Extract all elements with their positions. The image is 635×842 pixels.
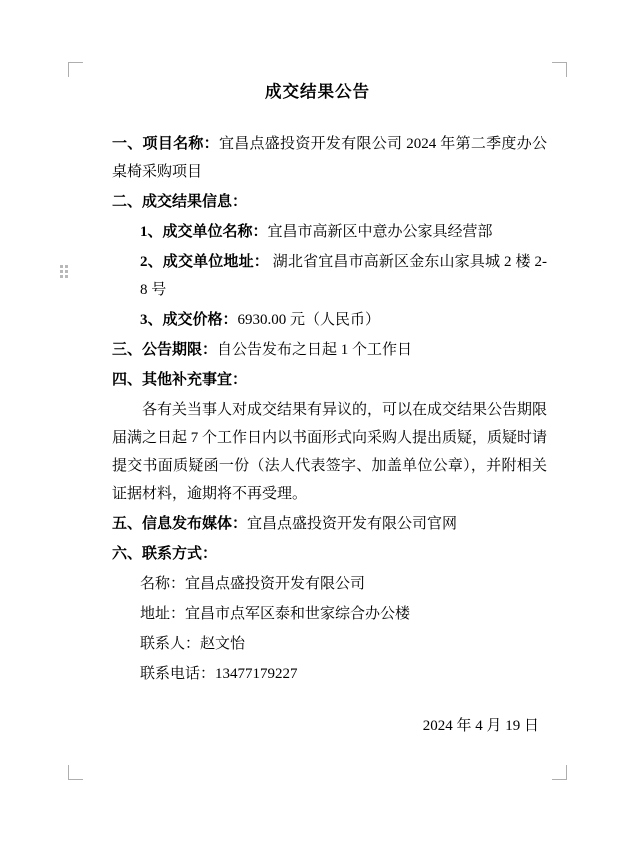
section-result-info-label: 二、成交结果信息： <box>112 194 248 210</box>
item-supplier-name <box>88 218 547 246</box>
item-supplier-name-label: 1、成交单位名称： <box>140 224 268 240</box>
item-supplier-name-value: 宜昌市高新区中意办公家具经营部 <box>267 224 493 240</box>
contact-phone-label: 联系电话： <box>140 666 216 682</box>
section-announcement-period-value: 自公告发布之日起 1 个工作日 <box>217 342 413 358</box>
contact-company <box>88 570 547 598</box>
contact-phone <box>88 660 547 688</box>
section-project-name <box>88 130 547 186</box>
section-project-name-label: 一、项目名称： <box>112 136 219 152</box>
crop-mark-top-right <box>552 62 567 77</box>
drag-handle-icon[interactable] <box>60 265 69 279</box>
section-result-info <box>88 188 547 216</box>
document-date: 2024 年 4 月 19 日 <box>422 718 539 734</box>
contact-phone-value: 13477179227 <box>215 666 298 682</box>
contact-address <box>88 600 547 628</box>
contact-person-value: 赵文怡 <box>200 636 246 652</box>
section-media-value: 宜昌点盛投资开发有限公司官网 <box>247 516 458 532</box>
section-other-matters-body: 各有关当事人对成交结果有异议的，可以在成交结果公告期限届满之日起 7 个工作日内以书面形式向采购人提出质疑，质疑时请提交书面质疑函一份（法人代表签字、加盖单位公章），并附相关证据材料，逾期将不再受理。 <box>112 402 548 502</box>
contact-company-label: 名称： <box>140 576 186 592</box>
contact-person-label: 联系人： <box>140 636 201 652</box>
crop-mark-bottom-left <box>68 765 83 780</box>
contact-address-value: 宜昌市点军区泰和世家综合办公楼 <box>185 606 411 622</box>
section-announcement-period <box>88 336 547 364</box>
crop-mark-top-left <box>68 62 83 77</box>
item-deal-price-label: 3、成交价格： <box>140 312 238 328</box>
item-deal-price-value: 6930.00 元（人民币） <box>237 312 381 328</box>
section-announcement-period-label: 三、公告期限： <box>112 342 218 358</box>
contact-address-label: 地址： <box>140 606 186 622</box>
item-deal-price <box>88 306 547 334</box>
section-media-label: 五、信息发布媒体： <box>112 516 248 532</box>
section-other-matters <box>88 366 547 394</box>
section-project-name-value: 宜昌点盛投资开发有限公司 2024 年第二季度办公桌椅采购项目 <box>112 136 547 180</box>
crop-mark-bottom-right <box>552 765 567 780</box>
section-contact-label: 六、联系方式： <box>112 546 218 562</box>
page-title: 成交结果公告 <box>265 82 370 101</box>
contact-person <box>88 630 547 658</box>
section-media <box>88 510 547 538</box>
section-other-matters-label: 四、其他补充事宜： <box>112 372 248 388</box>
document-body <box>88 78 547 740</box>
item-supplier-address <box>88 248 547 304</box>
item-supplier-address-value: 湖北省宜昌市高新区金东山家具城 2 楼 2-8 号 <box>140 254 547 298</box>
section-contact <box>88 540 547 568</box>
item-supplier-address-label: 2、成交单位地址： <box>140 254 269 270</box>
contact-company-value: 宜昌点盛投资开发有限公司 <box>185 576 366 592</box>
